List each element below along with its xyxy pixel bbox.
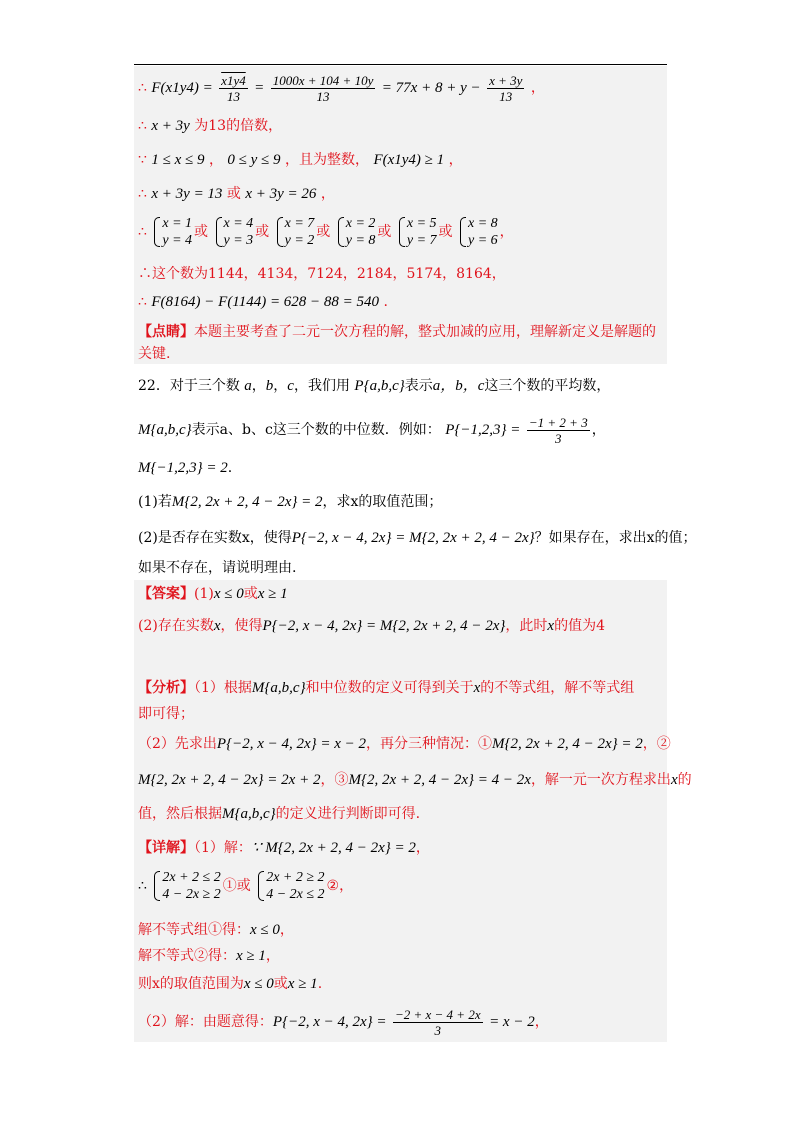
- analysis-line-5: [138, 804, 420, 824]
- punctuation: .: [383, 294, 388, 310]
- punctuation: ，: [208, 152, 223, 168]
- text: 的: [677, 772, 692, 788]
- variable: x: [670, 772, 678, 788]
- detail-tag: 【详解】: [138, 840, 194, 856]
- equation: y = 6: [468, 233, 498, 248]
- text: 的定义进行判断即可得.: [275, 806, 421, 822]
- text: 表示a、b、c这三个数的中位数．例如：: [191, 422, 441, 438]
- punctuation: .: [317, 976, 323, 992]
- equation-system: [215, 215, 254, 249]
- therefore-symbol: ∴: [138, 186, 147, 202]
- inequality: 4 − 2x ≥ 2: [162, 887, 221, 902]
- equation: x = 4: [223, 216, 254, 231]
- numerator: −1 + 2 + 3: [528, 414, 588, 430]
- therefore-symbol: ∴: [138, 878, 147, 894]
- numerator: x + 3y: [489, 72, 523, 88]
- text: ，且为整数，: [284, 152, 369, 168]
- analysis-line-3: [138, 734, 671, 754]
- therefore-symbol: ∴: [138, 294, 147, 310]
- formula: P{−2, x − 4, 2x} = M{2, 2x + 2, 4 − 2x}: [291, 530, 535, 546]
- variable: x: [473, 680, 481, 696]
- equation-system: [153, 215, 192, 249]
- question-number: 22．: [138, 378, 170, 394]
- text: (1): [194, 586, 214, 602]
- text: 关键.: [138, 346, 171, 362]
- variable: x: [547, 618, 555, 634]
- detail-line-6: [138, 1004, 549, 1040]
- text: （1）解：: [194, 840, 252, 856]
- therefore-symbol: ∴: [138, 80, 147, 96]
- question-line-2: [138, 412, 606, 448]
- question-part-2: [138, 528, 697, 548]
- analysis-line-2: [138, 704, 194, 724]
- inequality: 2x + 2 ≥ 2: [266, 870, 325, 885]
- equation: x = 5: [406, 216, 437, 231]
- text: 为13的倍数，: [194, 118, 283, 134]
- formula: x + 3y: [151, 118, 190, 134]
- question-line-6: [138, 558, 296, 578]
- formula: M{2, 2x + 2, 4 − 2x} = 2: [171, 494, 323, 510]
- inequality: 4 − 2x ≤ 2: [266, 887, 325, 902]
- analysis-line-4: [138, 770, 692, 790]
- text: ，②: [642, 736, 671, 752]
- text: 对于三个数: [169, 378, 240, 394]
- formula: F(x1y4) =: [151, 80, 213, 96]
- inequality-system: [257, 869, 324, 903]
- text: （2）解：由题意得：: [138, 1014, 273, 1030]
- punctuation: .: [227, 460, 233, 476]
- text: ，求x的取值范围；: [322, 494, 443, 510]
- fraction: [527, 415, 590, 446]
- text: 或: [316, 224, 331, 240]
- solution-line-7: [138, 292, 388, 312]
- equation: x = 2: [345, 216, 376, 231]
- formula: x + 3y = 26: [245, 186, 317, 202]
- denominator: 13: [499, 88, 513, 104]
- key-point-line-1: [138, 322, 656, 342]
- therefore-symbol: ∴: [138, 118, 147, 134]
- text: ，解一元一次方程求出: [530, 772, 671, 788]
- equation: y = 7: [406, 233, 437, 248]
- punctuation: ，: [415, 840, 430, 856]
- equation: y = 3: [223, 233, 254, 248]
- equation: x = 1: [162, 216, 193, 231]
- fraction: [219, 73, 248, 104]
- answer-line-2: [138, 616, 605, 636]
- detail-line-2: [138, 866, 353, 906]
- formula: M{2, 2x + 2, 4 − 2x} = 2: [492, 736, 643, 752]
- formula: x ≥ 1: [287, 976, 318, 992]
- text: （2）先求出: [138, 736, 217, 752]
- punctuation: ，: [265, 948, 280, 964]
- formula: M{a,b,c}: [138, 422, 192, 438]
- text: (1)若: [138, 494, 172, 510]
- text: ，再分三种情况：①: [366, 736, 493, 752]
- variable: a: [244, 378, 252, 394]
- equation-system: [276, 215, 315, 249]
- inequality-system: [153, 869, 220, 903]
- formula: x ≤ 0: [243, 976, 274, 992]
- inequality: 2x + 2 ≤ 2: [162, 870, 221, 885]
- text: ，我们用: [293, 378, 350, 394]
- formula: M{2, 2x + 2, 4 − 2x} = 4 − 2x: [348, 772, 531, 788]
- formula: M{a,b,c}: [222, 806, 276, 822]
- question-line-1: [138, 376, 610, 396]
- formula: x + 3y = 13: [151, 186, 223, 202]
- text: ，③: [320, 772, 349, 788]
- text: 的不等式组，解不等式组: [480, 680, 635, 696]
- formula: F(x1y4) ≥ 1: [373, 152, 445, 168]
- variable: b: [265, 378, 274, 394]
- solution-line-6: [138, 264, 506, 284]
- text: 则x的取值范围为: [138, 976, 244, 992]
- fraction: [393, 1007, 483, 1038]
- text: ，使得: [220, 618, 263, 634]
- formula: x ≥ 1: [236, 948, 266, 964]
- punctuation: ，: [251, 378, 266, 394]
- formula: a，b，c: [432, 378, 485, 394]
- solution-line-3: [138, 150, 463, 170]
- key-point-tag: 【点睛】: [138, 324, 194, 340]
- question-line-3: [138, 458, 232, 478]
- numerator: x1y4: [221, 72, 246, 88]
- solution-line-1: [138, 68, 545, 108]
- text: ，此时: [505, 618, 548, 634]
- formula: P{−2, x − 4, 2x} =: [272, 1014, 387, 1030]
- punctuation: ，: [273, 378, 288, 394]
- denominator: 3: [555, 430, 562, 446]
- text: 解不等式组①得：: [138, 922, 250, 938]
- text: 或: [377, 224, 392, 240]
- equation: y = 8: [345, 233, 376, 248]
- solution-line-4: [138, 184, 335, 204]
- punctuation: ，: [320, 186, 335, 202]
- detail-line-3: [138, 920, 294, 940]
- punctuation: ，: [499, 224, 514, 240]
- text: ∴这个数为1144，4134，7124，2184，5174，8164，: [138, 266, 506, 282]
- detail-line-4: [138, 946, 280, 966]
- text: （1）根据: [194, 680, 252, 696]
- equation: y = 2: [284, 233, 315, 248]
- text: 和中位数的定义可得到关于: [305, 680, 474, 696]
- equation: x = 8: [468, 216, 498, 231]
- punctuation: ，: [530, 80, 545, 96]
- text: 或: [226, 186, 241, 202]
- text: 的值为4: [554, 618, 606, 634]
- text: 值，然后根据: [138, 806, 222, 822]
- formula: M{a,b,c}: [251, 680, 306, 696]
- fraction: [271, 73, 376, 104]
- text: 表示: [404, 378, 433, 394]
- formula: x ≤ 0: [213, 586, 244, 602]
- formula: P{−1,2,3} =: [445, 422, 521, 438]
- because-symbol: ∵: [138, 152, 147, 168]
- formula: M{−1,2,3} = 2: [138, 460, 228, 476]
- text: ①或: [222, 878, 251, 894]
- text: (2)存在实数: [138, 618, 214, 634]
- solution-line-2: [138, 116, 282, 136]
- formula: ∵ M{2, 2x + 2, 4 − 2x} = 2: [251, 840, 416, 856]
- solution-line-5: [138, 212, 514, 252]
- equation-system: [337, 215, 376, 249]
- numerator: −2 + x − 4 + 2x: [394, 1006, 481, 1022]
- equation: y = 4: [162, 233, 193, 248]
- text: 本题主要考查了二元一次方程的解，整式加减的应用，理解新定义是解题的: [194, 324, 656, 340]
- analysis-line-1: [138, 678, 634, 698]
- formula: 0 ≤ y ≤ 9: [227, 152, 281, 168]
- punctuation: ，: [448, 152, 463, 168]
- text: 解不等式②得：: [138, 948, 236, 964]
- punctuation: ，: [591, 422, 606, 438]
- text: 即可得；: [138, 706, 194, 722]
- text: 这三个数的平均数，: [484, 378, 611, 394]
- key-point-line-2: [138, 344, 170, 364]
- formula: M{2, 2x + 2, 4 − 2x} = 2x + 2: [138, 772, 321, 788]
- formula: = x − 2: [489, 1014, 535, 1030]
- variable: x: [213, 618, 221, 634]
- formula: P{a,b,c}: [354, 378, 405, 394]
- denominator: 3: [434, 1022, 442, 1038]
- text: 或: [243, 586, 258, 602]
- formula: P{−2, x − 4, 2x} = M{2, 2x + 2, 4 − 2x}: [262, 618, 506, 634]
- detail-line-5: [138, 974, 322, 994]
- punctuation: ，: [279, 922, 294, 938]
- text: 或: [438, 224, 453, 240]
- text: (2)是否存在实数x，使得: [138, 530, 292, 546]
- answer-line-1: [138, 584, 288, 604]
- equals: =: [254, 80, 265, 96]
- formula: = 77x + 8 + y −: [381, 80, 481, 96]
- formula: 1 ≤ x ≤ 9: [151, 152, 205, 168]
- numerator: 1000x + 104 + 10y: [272, 72, 374, 88]
- text: ②，: [326, 878, 354, 894]
- formula: x ≤ 0: [250, 922, 280, 938]
- text: ？如果存在，求出x的值；: [534, 530, 697, 546]
- equation-system: [459, 215, 498, 249]
- denominator: 13: [226, 88, 240, 104]
- fraction: [487, 73, 524, 104]
- denominator: 13: [316, 88, 330, 104]
- equation: x = 7: [284, 216, 315, 231]
- header-rule: [134, 64, 667, 65]
- formula: x ≥ 1: [257, 586, 288, 602]
- answer-tag: 【答案】: [138, 586, 194, 602]
- text: 或: [255, 224, 270, 240]
- formula: F(8164) − F(1144) = 628 − 88 = 540: [151, 294, 380, 310]
- text: 或: [194, 224, 209, 240]
- formula: P{−2, x − 4, 2x} = x − 2: [216, 736, 367, 752]
- therefore-symbol: ∴: [138, 224, 147, 240]
- question-part-1: [138, 492, 442, 512]
- text: 如果不存在，请说明理由.: [138, 560, 297, 576]
- text: 或: [273, 976, 288, 992]
- equation-system: [398, 215, 437, 249]
- punctuation: ，: [534, 1014, 549, 1030]
- variable: c: [287, 378, 294, 394]
- detail-line-1: [138, 838, 430, 858]
- analysis-tag: 【分析】: [138, 680, 194, 696]
